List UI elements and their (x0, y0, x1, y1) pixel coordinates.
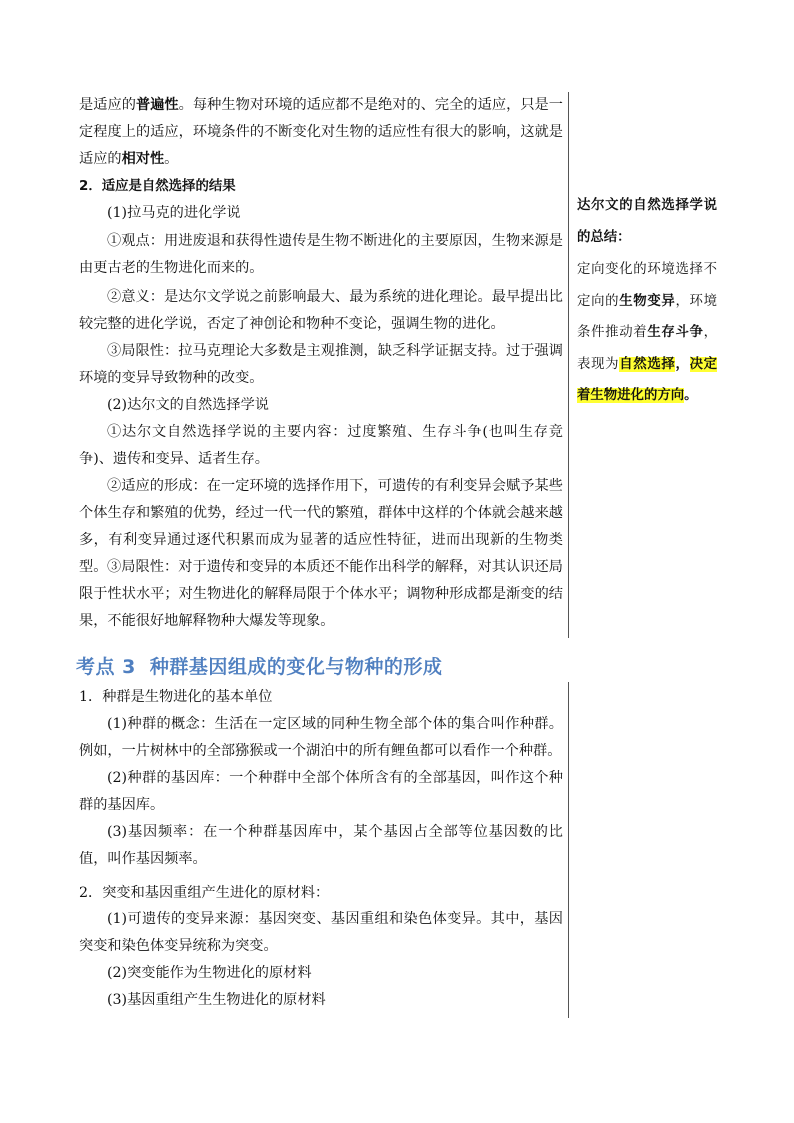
lamarck-point-3: ③局限性：拉马克理论大多数是主观推测，缺乏科学证据支持。过于强调环境的变异导致物种的改变。 (79, 343, 563, 386)
section-title: 种群基因组成的变化与物种的形成 (149, 656, 443, 678)
gene-pool: (2)种群的基因库：一个种群中全部个体所含有的全部基因，叫作这个种群的基因库。 (79, 770, 563, 813)
darwin-point-1: ①达尔文自然选择学说的主要内容：过度繁殖、生存斗争(也叫生存竞争)、遗传和变异、适者生存。 (79, 424, 563, 467)
highlight-natural-selection: 自然选择 (619, 356, 676, 372)
column-divider-bottom (568, 682, 569, 1018)
recombination-raw-material: (3)基因重组产生生物进化的原材料 (107, 992, 326, 1008)
section-number: 考点 3 (76, 656, 136, 678)
lamarck-title: (1)拉马克的进化学说 (107, 205, 241, 221)
mutation-heading: 2．突变和基因重组产生进化的原材料： (79, 885, 330, 901)
universality-term: 普遍性 (135, 97, 179, 113)
mutation-raw-material: (2)突变能作为生物进化的原材料 (107, 965, 312, 981)
sidebar-struggle: 生存斗争 (647, 325, 704, 340)
darwin-point-2: ②适应的形成：在一定环境的选择作用下，可遗传的有利变异会赋予某些个体生存和繁殖的优势，经过一代一代的繁殖，群体中这样的个体就会越来越多，有利变异通过逐代积累而成为显著的适应性特征，进而出现新的生物类型。 (79, 478, 563, 575)
population-heading: 1．种群是生物进化的基本单位 (79, 689, 273, 705)
lamarck-point-2: ②意义：是达尔文学说之前影响最大、最为系统的进化理论。最早提出比较完整的进化学说，否定了神创论和物种不变论，强调生物的进化。 (79, 289, 563, 332)
adaptation-paragraph: 是适应的普遍性。每种生物对环境的适应都不是绝对的、完全的适应，只是一定程度上的适应，环境条件的不断变化对生物的适应性有很大的影响，这就是适应的相对性。 (79, 97, 563, 167)
lamarck-point-1: ①观点：用进废退和获得性遗传是生物不断进化的主要原因，生物来源是由更古老的生物进化而来的。 (79, 233, 563, 276)
column-divider-top (568, 92, 569, 638)
variation-sources: (1)可遗传的变异来源：基因突变、基因重组和染色体变异。其中，基因突变和染色体变异统称为突变。 (79, 911, 563, 954)
population-concept: (1)种群的概念：生活在一定区域的同种生物全部个体的集合叫作种群。例如，一片树林中的全部猕猴或一个湖泊中的所有鲤鱼都可以看作一个种群。 (79, 716, 563, 759)
darwin-point-3: ③局限性：对于遗传和变异的本质还不能作出科学的解释，对其认识还局限于性状水平；对生物进化的解释局限于个体水平；调物种形成都是渐变的结果，不能很好地解释物种大爆发等现象。 (79, 559, 563, 629)
section-3-heading (76, 652, 442, 679)
highlight-direction: 决定着生物进化的方 (577, 356, 718, 403)
sidebar-summary-title: 达尔文的自然选择学说的总结： (577, 198, 717, 245)
sidebar-variation: 生物变异 (619, 293, 676, 309)
sidebar-summary-text: 定向变化的环境选择不定向的生物变异，环境条件推动着生存斗争，表现为自然选择，决定着生物进化的方向。 (577, 262, 718, 403)
darwin-title: (2)达尔文的自然选择学说 (107, 397, 269, 413)
gene-frequency: (3)基因频率：在一个种群基因库中，某个基因占全部等位基因数的比值，叫作基因频率。 (79, 824, 563, 867)
relativity-term: 相对性 (121, 151, 165, 167)
heading-adaptation-natural-selection: 2．适应是自然选择的结果 (79, 179, 236, 194)
